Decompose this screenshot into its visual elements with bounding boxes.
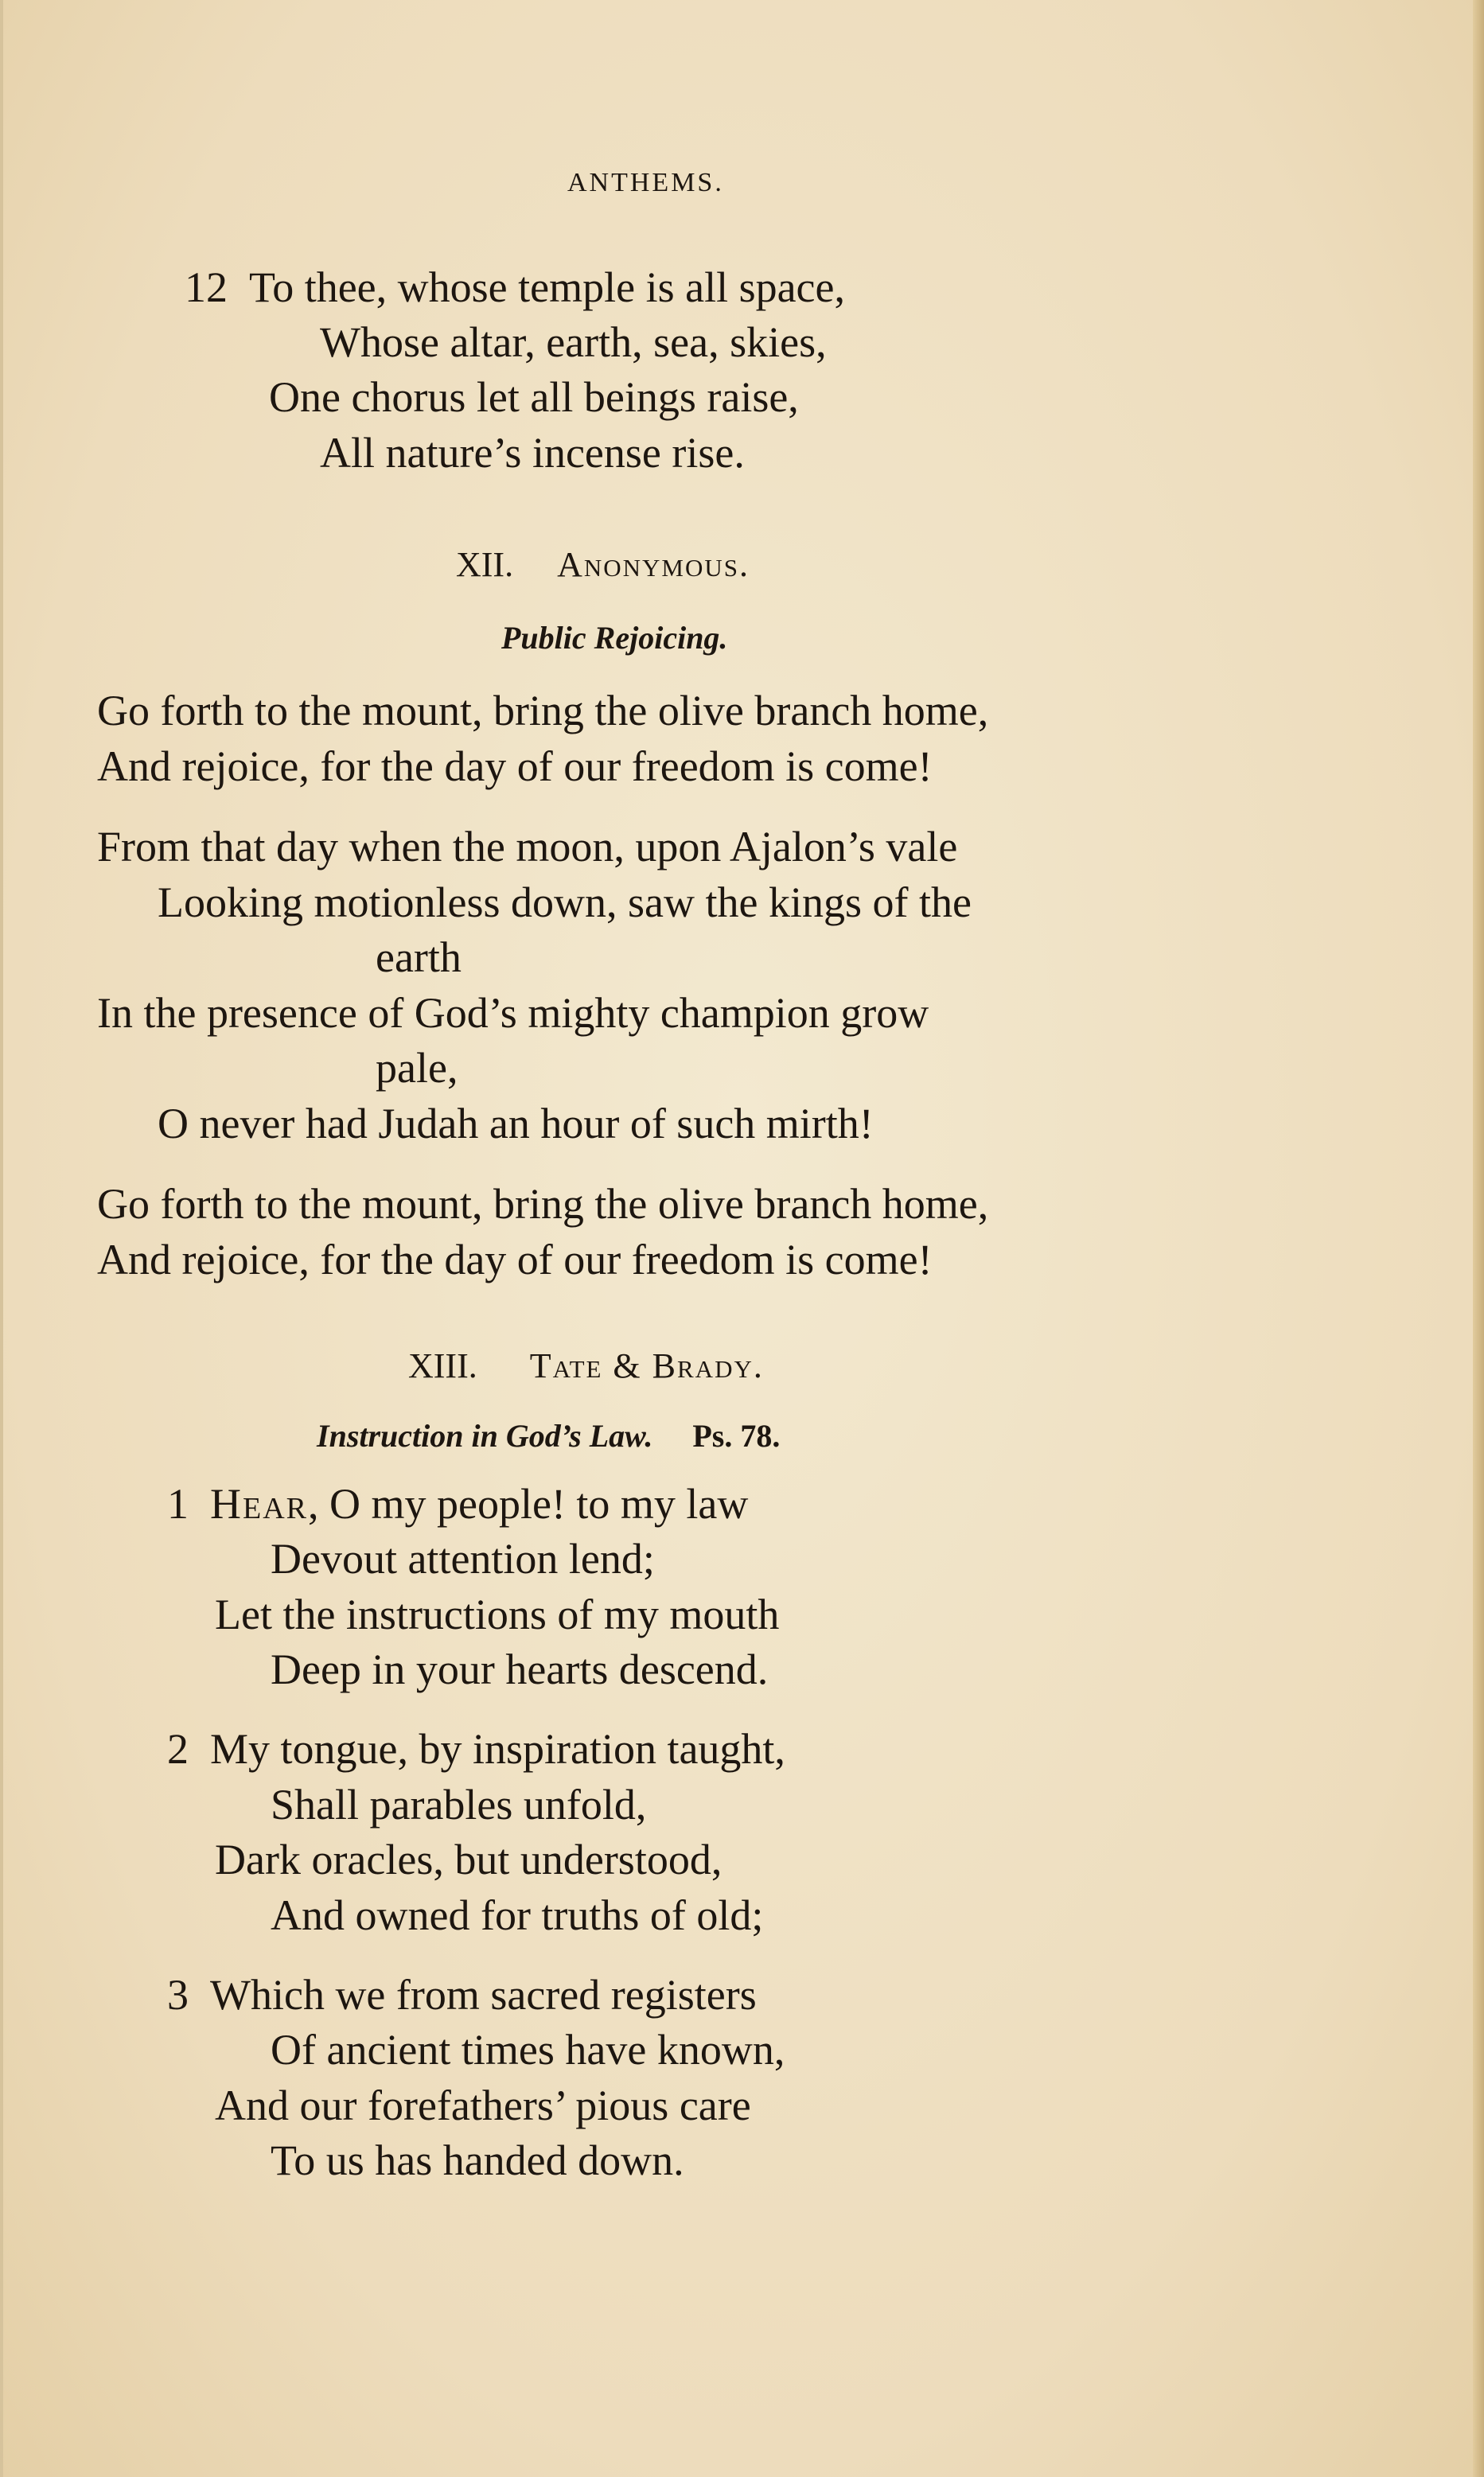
hymn-title: Instruction in God’s Law. (317, 1418, 653, 1454)
verse-line: Let the instructions of my mouth (215, 1591, 780, 1638)
verse-line: In the presence of God’s mighty champion grow (97, 989, 929, 1037)
hymn-title: Public Rejoicing. (501, 620, 728, 656)
refrain-line: And rejoice, for the day of our freedom is come! (97, 742, 933, 790)
verse-line: And owned for truths of old; (271, 1891, 764, 1939)
stanza-number: 1 (167, 1480, 189, 1528)
refrain-line: Go forth to the mount, bring the olive branch home, (97, 687, 989, 734)
verse-line: Whose altar, earth, sea, skies, (320, 318, 827, 366)
page-edge-right (1473, 0, 1484, 2477)
stanza-number: 12 (185, 263, 228, 311)
refrain-line: And rejoice, for the day of our freedom is come! (97, 1236, 933, 1283)
refrain-line: Go forth to the mount, bring the olive branch home, (97, 1180, 989, 1228)
page-edge-left (0, 0, 3, 2477)
hymn-numeral: XII. (456, 545, 514, 584)
verse-line: Dark oracles, but understood, (215, 1836, 723, 1883)
verse-line: , O my people! to my law (308, 1480, 749, 1528)
stanza-number: 2 (167, 1725, 189, 1773)
verse-line: Shall parables unfold, (271, 1781, 647, 1829)
verse-line: One chorus let all beings raise, (269, 373, 799, 421)
hymn-heading (456, 547, 750, 582)
verse-line: Which we from sacred registers (210, 1971, 757, 2019)
verse-line: From that day when the moon, upon Ajalon’s vale (97, 823, 958, 870)
hymn-numeral: XIII. (408, 1346, 477, 1385)
verse-line: earth (376, 933, 462, 981)
verse-line: Devout attention lend; (271, 1535, 655, 1583)
hymn-author: Anonymous. (557, 545, 750, 584)
stanza-2-first-line (167, 1725, 785, 1773)
stanza-1-first-line (167, 1480, 749, 1528)
hymn-author: Tate & Brady. (529, 1346, 764, 1385)
verse-line: Looking motionless down, saw the kings of the (158, 878, 972, 926)
stanza-12-first-line (185, 263, 845, 311)
verse-line: My tongue, by inspiration taught, (210, 1725, 785, 1773)
stanza-3-first-line (167, 1971, 757, 2019)
verse-line: Of ancient times have known, (271, 2026, 785, 2074)
verse-line: pale, (376, 1044, 458, 1092)
verse-line: O never had Judah an hour of such mirth! (158, 1100, 874, 1147)
verse-line: To us has handed down. (271, 2136, 684, 2184)
hymn-heading (408, 1346, 764, 1385)
verse-line: Deep in your hearts descend. (271, 1645, 769, 1693)
stanza-number: 3 (167, 1971, 189, 2019)
verse-line: And our forefathers’ pious care (215, 2082, 751, 2129)
hymn-subtitle (317, 1420, 780, 1452)
first-word: Hear (210, 1480, 308, 1528)
verse-line: All nature’s incense rise. (320, 429, 745, 477)
running-head: ANTHEMS. (567, 168, 724, 197)
psalm-reference: Ps. 78. (692, 1418, 781, 1454)
verse-line: To thee, whose temple is all space, (249, 263, 845, 311)
